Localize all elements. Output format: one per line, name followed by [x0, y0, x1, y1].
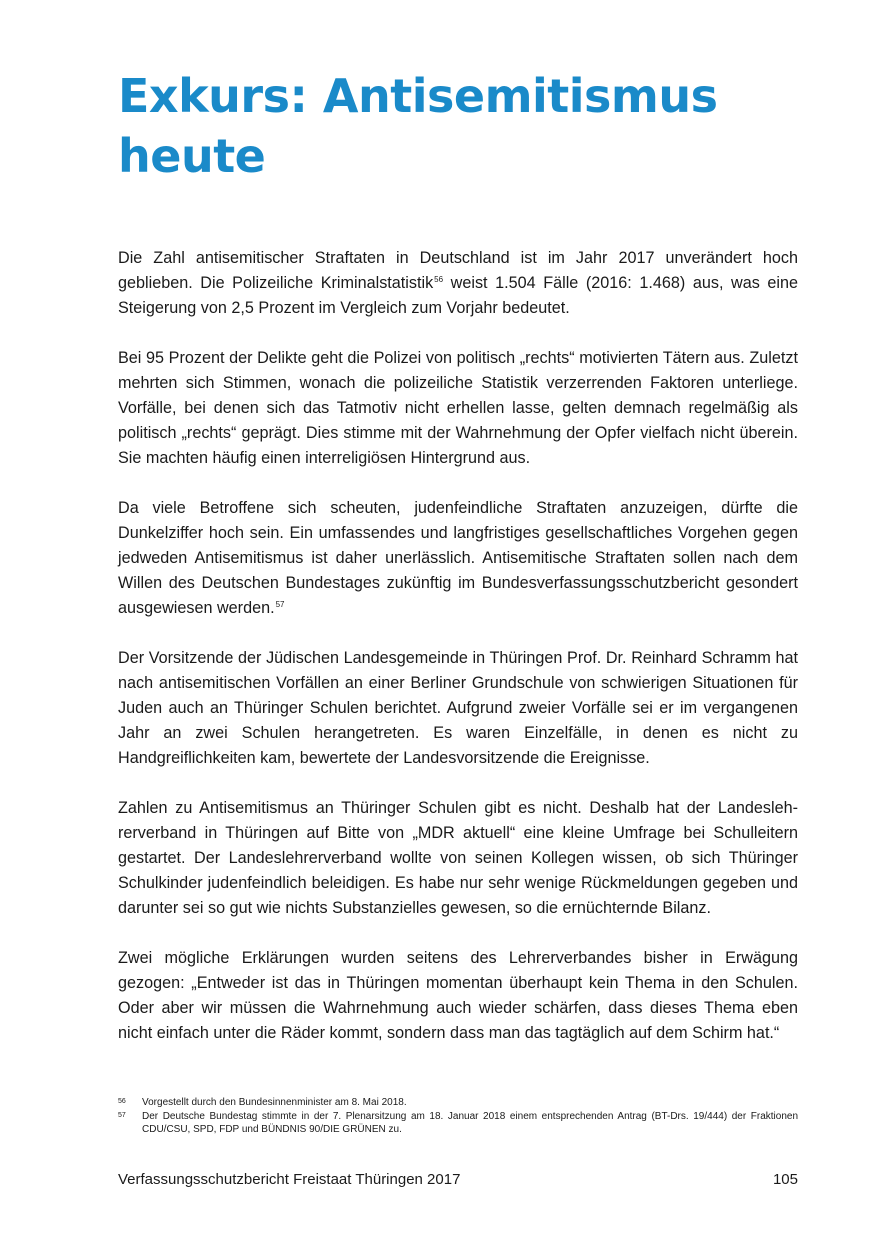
paragraph-text: Die Zahl antisemitischer Straftaten in Deutschland ist im Jahr 2017 unverändert hoch geblieben. Die Polizeiliche Kriminalstatistik — [118, 249, 798, 292]
paragraph — [118, 496, 798, 621]
paragraph — [118, 646, 798, 771]
paragraph — [118, 946, 798, 1046]
footnotes — [118, 1096, 798, 1137]
footnote — [118, 1110, 798, 1137]
publication-title: Verfassungsschutzbericht Freistaat Thüringen 2017 — [118, 1171, 461, 1188]
paragraph-text: Da viele Betroffene sich scheuten, judenfeindliche Straftaten anzuzeigen, dürfte die Dunkelziffer hoch sein. Ein umfassendes und langfristiges gesellschaftliches Vorgehen gegen jedweden Antisemitismus ist daher unerlässlich. Antisemitische Straftaten sollen nach dem Willen des Deutschen Bundestages zukünftig im Bundesverfassungsschutzbericht gesondert ausgewiesen werden. — [118, 499, 798, 617]
paragraph-text: Der Vorsitzende der Jüdischen Landesgemeinde in Thüringen Prof. Dr. Reinhard Schramm hat nach antisemitischen Vorfällen an einer Berliner Grundschule von schwierigen Situationen für Juden auch an Thüringer Schulen berichtet. Aufgrund zweier Vorfälle sei er im vergangenen Jahr an zwei Schulen herangetreten. Es waren Einzelfälle, in denen es nicht zu Handgreiflichkeiten kam, bewertete der Landesvorsitzende die Ereignisse. — [118, 649, 798, 767]
footnote-number: 57 — [118, 1111, 126, 1119]
footnote-number: 56 — [118, 1098, 126, 1105]
body-text — [118, 246, 798, 1071]
paragraph — [118, 246, 798, 321]
paragraph-text: Bei 95 Prozent der Delikte geht die Polizei von politisch „rechts“ motivierten Tätern aus. Zuletzt mehrten sich Stimmen, wonach die polizeiliche Statistik verzerrenden Faktoren unterliege. Vorfälle, bei denen sich das Tatmotiv nicht erhellen lasse, gelten demnach regelmäßig als politisch „rechts“ geprägt. Dies stimme mit der Wahrnehmung der Opfer vielfach nicht überein. Sie machten häufig einen interreligiösen Hintergrund aus. — [118, 349, 798, 467]
paragraph — [118, 796, 798, 921]
footnote-text: Der Deutsche Bundestag stimmte in der 7. Plenarsitzung am 18. Januar 2018 einem entsprechenden Antrag (BT-Drs. 19/444) der Fraktionen CDU/CSU, SPD, FDP und BÜNDNIS 90/DIE GRÜNEN zu. — [142, 1110, 798, 1135]
footnote-reference: 57 — [275, 599, 285, 609]
paragraph-text: weist 1.504 Fälle (2016: 1.468) aus, was eine Steigerung von 2,5 Prozent im Vergleich zum Vorjahr bedeutet. — [118, 274, 798, 317]
page-title: Exkurs: Antisemitismus heute — [118, 69, 718, 183]
footnote-reference: 56 — [434, 274, 444, 284]
footnote — [118, 1096, 798, 1110]
page-number: 105 — [772, 1171, 798, 1188]
paragraph-text: Zahlen zu Antisemitismus an Thüringer Schulen gibt es nicht. Deshalb hat der Landeslehrerverband in Thüringen auf Bitte von „MDR aktuell“ eine kleine Umfrage bei Schulleitern gestartet. Der Landeslehrerverband wollte von seinen Kollegen wissen, ob sich Thüringer Schulkinder judenfeindlich beleidigen. Es habe nur sehr wenige Rückmeldungen gegeben und darunter sei so gut wie nichts Substanzielles gewesen, so die ernüchternde Bilanz. — [118, 799, 798, 917]
footnote-text: Vorgestellt durch den Bundesinnenminister am 8. Mai 2018. — [142, 1097, 407, 1108]
paragraph — [118, 346, 798, 471]
paragraph-text: Zwei mögliche Erklärungen wurden seitens des Lehrerverbandes bisher in Erwägung gezogen: „Entweder ist das in Thüringen momentan überhaupt kein Thema in den Schulen. Oder aber wir müssen die Wahrnehmung auch wieder schärfen, dass dieses Thema eben nicht einfach unter die Räder kommt, sondern dass man das tagtäglich auf dem Schirm hat.“ — [118, 949, 798, 1042]
page-footer — [118, 1170, 798, 1190]
